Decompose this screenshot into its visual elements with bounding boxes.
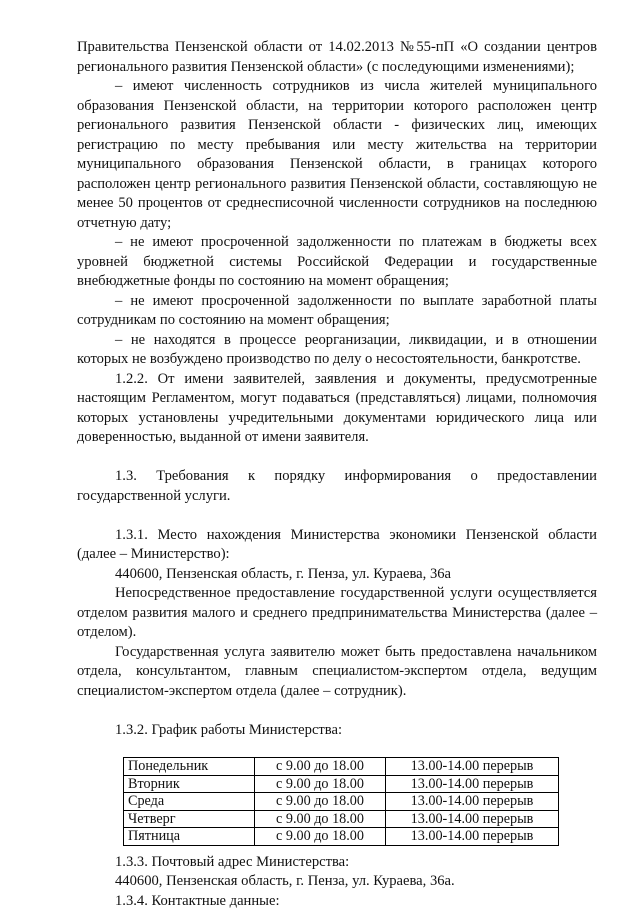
schedule-hours: с 9.00 до 18.00 (255, 758, 386, 776)
paragraph-decree-reference: Правительства Пензенской области от 14.02.2013 №55-пП «О создании центров регионального развития Пензенской области» (с последующими изменениями); (77, 38, 597, 77)
schedule-break: 13.00-14.00 перерыв (386, 775, 559, 793)
work-schedule-table (123, 757, 559, 846)
schedule-hours: с 9.00 до 18.00 (255, 810, 386, 828)
paragraph-direct-provision: Непосредственное предоставление государственной услуги осуществляется отделом развития малого и среднего предпринимательства Министерства (далее – отделом). (77, 584, 597, 643)
table-row (124, 758, 559, 776)
schedule-day: Среда (124, 793, 255, 811)
table-row (124, 810, 559, 828)
schedule-break: 13.00-14.00 перерыв (386, 793, 559, 811)
schedule-hours: с 9.00 до 18.00 (255, 828, 386, 846)
ministry-address: 440600, Пензенская область, г. Пенза, ул. Кураева, 36а (77, 565, 597, 585)
schedule-day: Понедельник (124, 758, 255, 776)
schedule-break: 13.00-14.00 перерыв (386, 828, 559, 846)
postal-address: 440600, Пензенская область, г. Пенза, ул. Кураева, 36а. (77, 872, 597, 892)
schedule-break: 13.00-14.00 перерыв (386, 810, 559, 828)
document-page (77, 38, 597, 911)
schedule-day: Пятница (124, 828, 255, 846)
paragraph-no-reorganization: – не находятся в процессе реорганизации, ликвидации, и в отношении которых не возбуждено производство по делу о несостоятельности, банкротстве. (77, 331, 597, 370)
paragraph-employee-requirement: – имеют численность сотрудников из числа жителей муниципального образования Пензенской области, на территории которого расположен центр регионального развития Пензенской области - физических лиц, имеющих регистрацию по месту пребывания или месту жительства на территории муниципального образования Пензенской области, в границах которого расположен центр регионального развития Пензенской области, составляющую не менее 50 процентов от среднесписочной численности сотрудников на последнюю отчетную дату; (77, 77, 597, 233)
paragraph-1-2-2: 1.2.2. От имени заявителей, заявления и документы, предусмотренные настоящим Регламентом, могут подаваться (представляться) лицами, полномочия которых установлены учредительными документами юридического лица или доверенностью, выданной от имени заявителя. (77, 370, 597, 448)
table-row (124, 828, 559, 846)
paragraph-no-salary-debt: – не имеют просроченной задолженности по выплате заработной платы сотрудникам по состоянию на момент обращения; (77, 292, 597, 331)
schedule-hours: с 9.00 до 18.00 (255, 793, 386, 811)
heading-1-3: 1.3. Требования к порядку информирования о предоставлении государственной услуги. (77, 467, 597, 506)
paragraph-service-staff: Государственная услуга заявителю может быть предоставлена начальником отдела, консультантом, главным специалистом-экспертом отдела, ведущим специалистом-экспертом отдела (далее – сотрудник). (77, 643, 597, 702)
schedule-hours: с 9.00 до 18.00 (255, 775, 386, 793)
schedule-break: 13.00-14.00 перерыв (386, 758, 559, 776)
schedule-day: Четверг (124, 810, 255, 828)
table-row (124, 775, 559, 793)
table-row (124, 793, 559, 811)
schedule-day: Вторник (124, 775, 255, 793)
paragraph-1-3-3: 1.3.3. Почтовый адрес Министерства: (77, 853, 597, 873)
paragraph-1-3-1: 1.3.1. Место нахождения Министерства экономики Пензенской области (далее – Министерство): (77, 526, 597, 565)
paragraph-no-budget-debt: – не имеют просроченной задолженности по платежам в бюджеты всех уровней бюджетной системы Российской Федерации и государственные внебюджетные фонды по состоянию на момент обращения; (77, 233, 597, 292)
paragraph-1-3-4: 1.3.4. Контактные данные: (77, 892, 597, 911)
paragraph-1-3-2: 1.3.2. График работы Министерства: (77, 721, 597, 741)
